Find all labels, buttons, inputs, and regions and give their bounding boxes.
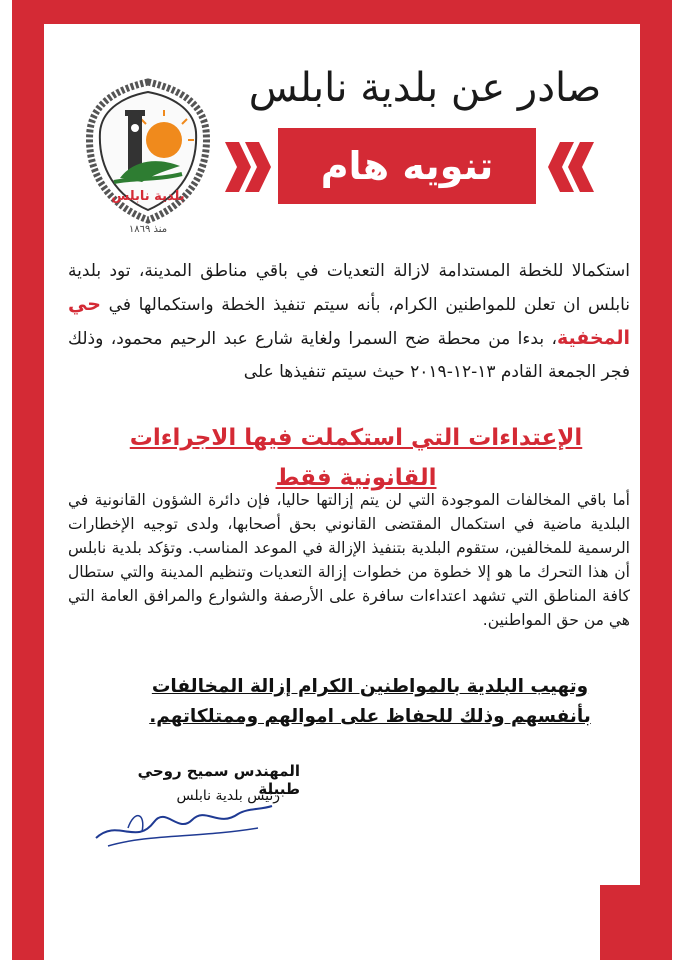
intro-text-start: استكمالا للخطة المستدامة لازالة التعديات في باقي مناطق المدينة، تود بلدية نابلس ان تعلن للمواطنين الكرام، بأنه سيتم تنفيذ الخطة واستكمالها في [68,261,630,315]
logo-emblem-text: بلدية نابلس [111,189,185,204]
top-red-border [12,0,672,24]
right-red-border [640,0,672,960]
key-statement-headline: الإعتداءات التي استكملت فيها الاجراءات القانونية فقط [129,425,583,491]
details-paragraph: أما باقي المخالفات الموجودة التي لن يتم إزالتها حاليا، فإن دائرة الشؤون القانونية في البلدية ماضية في استكمال المقتضى القانوني بحق أصحابها، ولدى توجيه الإخطارات الرسمية للمخالفين، ستقوم البلدية بتنفيذ الإزالة في الموعد المناسب. وتؤكد بلدية نابلس أن هذا التحرك ما هو إلا خطوة من خطوات إزالة التعديات وتنظيم المدينة والتي ستطال كافة المناطق التي تشهد اعتداءات سافرة على الأرصفة والشوارع والمرافق العامة التي هي من حق المواطنين. [68,491,630,629]
bottom-right-red-block [600,885,656,960]
chevrons-right-icon [548,142,594,192]
intro-text-end: ، بدءا من محطة ضح السمرا ولغاية شارع عبد الرحيم محمود، وذلك فجر الجمعة القادم ١٣-١٢-٢٠١٩ حيث سيتم تنفيذها على [68,329,630,382]
logo-since-text: منذ ١٨٦٩ [128,224,168,235]
issuer-heading: صادر عن بلدية نابلس [248,65,602,111]
signatory-name: المهندس سميح روحي طبيلة [137,762,300,798]
municipality-emblem-icon [84,78,212,224]
left-red-border [12,0,44,960]
nablus-municipality-logo [84,78,212,250]
intro-paragraph [68,255,630,389]
appeal-paragraph: وتهيب البلدية بالمواطنين الكرام إزالة المخالفات بأنفسهم وذلك للحفاظ على اموالهم وممتلكاتهم. [149,676,591,727]
signatory-title: رئيس بلدية نابلس [176,788,280,804]
neighborhood-highlight: حي المخفية [68,293,630,349]
handwritten-signature-icon [88,788,278,858]
chevrons-left-icon [225,142,271,192]
notice-title-banner: تنويه هام [278,128,536,204]
